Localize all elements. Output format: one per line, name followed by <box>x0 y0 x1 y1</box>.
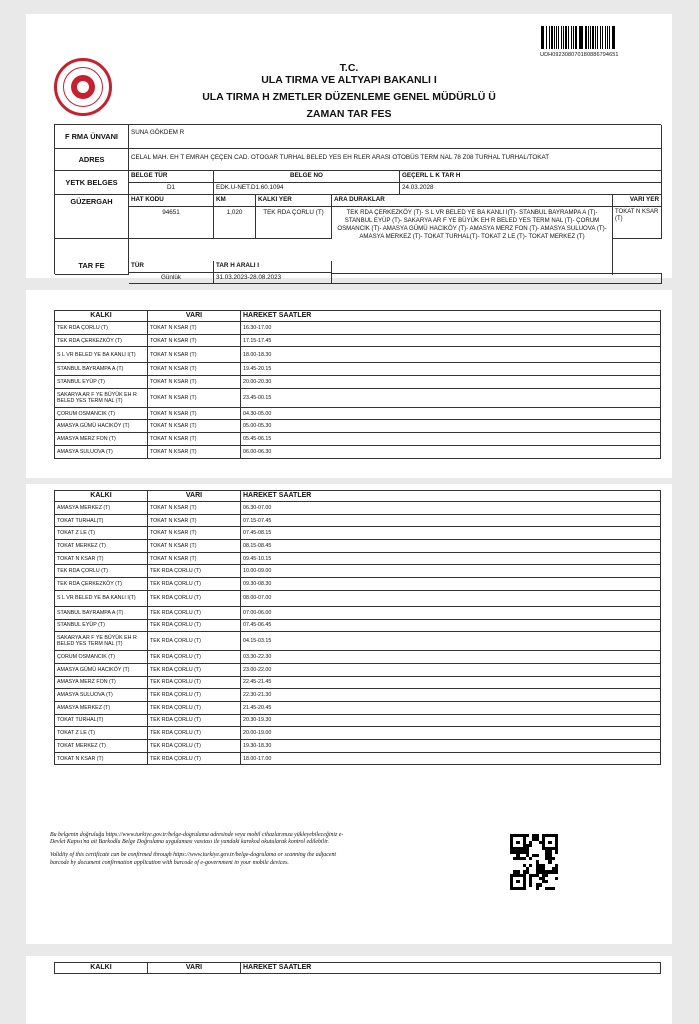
tur-header: TÜR <box>129 261 214 273</box>
varis-cell: TOKAT N KSAR (T) <box>148 433 241 445</box>
saatler-cell: 19.45-20.15 <box>241 363 661 375</box>
table-row <box>55 632 661 651</box>
varis-cell: TOKAT N KSAR (T) <box>148 363 241 375</box>
varis-cell: TEK RDA ÇORLU (T) <box>148 632 241 650</box>
yetki-label: YETK BELGES <box>55 171 129 195</box>
km-header: KM <box>214 195 256 207</box>
saatler-cell: 07.45-06.45 <box>241 620 661 632</box>
varis-cell: TEK RDA ÇORLU (T) <box>148 620 241 632</box>
saatler-cell: 20.00-19.00 <box>241 727 661 739</box>
table-row <box>55 363 661 376</box>
varis-column-header: VARI <box>148 491 241 501</box>
kalkis-column-header: KALKI <box>55 311 148 321</box>
kalkis-cell: S L VR BELED YE BA KANLI I(T) <box>55 347 148 362</box>
barcode-number: UDH092308070180886794651 <box>540 52 619 58</box>
table-row <box>55 715 661 728</box>
saatler-cell: 05.45-06.15 <box>241 433 661 445</box>
saatler-cell: 21.45-20.45 <box>241 702 661 714</box>
saatler-cell: 23.00-22.00 <box>241 664 661 676</box>
header-ministry: ULA TIRMA VE ALTYAPI BAKANLI I <box>261 74 437 86</box>
saatler-cell: 23.45-00.15 <box>241 389 661 407</box>
table-row <box>55 702 661 715</box>
saatler-column-header: HAREKET SAATLER <box>241 311 661 321</box>
belge-tur-value: D1 <box>129 183 214 195</box>
varis-cell: TEK RDA ÇORLU (T) <box>148 651 241 663</box>
varis-cell: TOKAT N KSAR (T) <box>148 446 241 458</box>
table-row <box>55 553 661 566</box>
hat-kodu-value: 94651 <box>129 207 214 239</box>
page-title: ZAMAN TAR FES <box>306 108 392 120</box>
kalkis-cell: ÇORUM OSMANCIK (T) <box>55 651 148 663</box>
saatler-cell: 20.00-20.30 <box>241 376 661 388</box>
saatler-cell: 19.30-18.30 <box>241 740 661 752</box>
varis-cell: TEK RDA ÇORLU (T) <box>148 702 241 714</box>
barcode <box>541 26 667 49</box>
tarih-araligi-header: TAR H ARALI I <box>214 261 332 273</box>
varis-cell: TOKAT N KSAR (T) <box>148 389 241 407</box>
kalkis-cell: SAKARYA AR F YE BÜYÜK EH R BELED YES TERM NAL (T) <box>55 632 148 650</box>
header-tc: T.C. <box>339 62 359 74</box>
verification-note-en: Validity of this certificate can be confirmed through https://www.turkiye.gov.tr/belge-dogrulama or scanning the adjacent barcode by document confirmation application with barcode of e-government in your mobile devices. <box>50 852 337 866</box>
table-row <box>55 740 661 753</box>
saatler-cell: 17.15-17.45 <box>241 335 661 347</box>
kalkis-cell: ÇORUM OSMANCIK (T) <box>55 408 148 420</box>
tarife-blank <box>332 273 662 284</box>
saatler-cell: 10.00-09.00 <box>241 565 661 577</box>
saatler-cell: 08.00-07.00 <box>241 591 661 606</box>
table-row <box>55 433 661 446</box>
kalkis-header: KALKI YER <box>256 195 332 207</box>
verification-note <box>50 832 350 873</box>
table-row <box>55 446 661 459</box>
kalkis-cell: TEK RDA ÇORLU (T) <box>55 322 148 334</box>
document-page <box>26 290 672 478</box>
km-value: 1,020 <box>214 207 256 239</box>
saatler-cell: 06.00-06.30 <box>241 446 661 458</box>
varis-cell: TEK RDA ÇORLU (T) <box>148 591 241 606</box>
kalkis-value: TEK RDA ÇORLU (T) <box>256 207 332 239</box>
kalkis-cell: AMASYA MERZ FON (T) <box>55 677 148 689</box>
kalkis-cell: AMASYA SULUOVA (T) <box>55 689 148 701</box>
hat-kodu-header: HAT KODU <box>129 195 214 207</box>
varis-cell: TEK RDA ÇORLU (T) <box>148 578 241 590</box>
verification-note-tr: Bu belgenin doğruluğu https://www.turkiye.gov.tr/belge-dogrulama adresinde veya mobil cihazlarınıza yükleyebileceğiniz e-Devlet Kapısı'na ait Barkodlu Belge Doğrulama uygulaması vasıtası ile yandaki karekod okutularak kontrol edilebilir. <box>50 832 344 846</box>
saatler-cell: 05.00-05.30 <box>241 420 661 432</box>
kalkis-column-header: KALKI <box>55 963 148 973</box>
saatler-cell: 20.30-19.30 <box>241 715 661 727</box>
table-row <box>55 502 661 515</box>
saatler-cell: 18.00-17.00 <box>241 753 661 765</box>
table-row <box>55 515 661 528</box>
saatler-cell: 06.30-07.00 <box>241 502 661 514</box>
kalkis-cell: TOKAT TURHAL(T) <box>55 515 148 527</box>
varis-cell: TEK RDA ÇORLU (T) <box>148 689 241 701</box>
kalkis-cell: TEK RDA ÇERKEZKÖY (T) <box>55 335 148 347</box>
kalkis-cell: SAKARYA AR F YE BÜYÜK EH R BELED YES TERM NAL (T) <box>55 389 148 407</box>
table-header-row <box>55 963 661 974</box>
varis-cell: TOKAT N KSAR (T) <box>148 515 241 527</box>
saatler-cell: 07.15-07.45 <box>241 515 661 527</box>
varis-cell: TEK RDA ÇORLU (T) <box>148 607 241 619</box>
kalkis-cell: STANBUL BAYRAMPA A (T) <box>55 363 148 375</box>
kalkis-cell: STANBUL BAYRAMPA A (T) <box>55 607 148 619</box>
table-row <box>55 565 661 578</box>
tarife-label: TAR FE <box>55 239 129 275</box>
saatler-cell: 07.00-06.00 <box>241 607 661 619</box>
kalkis-cell: AMASYA SULUOVA (T) <box>55 446 148 458</box>
varis-value: TOKAT N KSAR (T) <box>613 207 662 239</box>
belge-tur-header: BELGE TÜR <box>129 171 214 183</box>
varis-cell: TOKAT N KSAR (T) <box>148 540 241 552</box>
table-row <box>55 527 661 540</box>
table-row <box>55 620 661 633</box>
saatler-cell: 08.15-08.45 <box>241 540 661 552</box>
kalkis-cell: S L VR BELED YE BA KANLI I(T) <box>55 591 148 606</box>
varis-cell: TEK RDA ÇORLU (T) <box>148 753 241 765</box>
table-row <box>55 727 661 740</box>
varis-cell: TOKAT N KSAR (T) <box>148 322 241 334</box>
table-row <box>55 677 661 690</box>
ara-duraklar-header: ARA DURAKLAR <box>332 195 613 207</box>
saatler-cell: 18.00-18.30 <box>241 347 661 362</box>
info-grid <box>54 124 661 281</box>
table-header-row <box>55 311 661 322</box>
saatler-cell: 09.30-08.30 <box>241 578 661 590</box>
schedule-table <box>54 490 661 765</box>
tarih-araligi-value: 31.03.2023-28.08.2023 <box>214 273 332 284</box>
table-row <box>55 578 661 591</box>
kalkis-cell: TEK RDA ÇORLU (T) <box>55 565 148 577</box>
table-row <box>55 389 661 408</box>
belge-no-value: EDK.U-NET.D1.60.1094 <box>214 183 400 195</box>
belge-no-header: BELGE NO <box>214 171 400 183</box>
varis-column-header: VARI <box>148 963 241 973</box>
kalkis-cell: AMASYA MERZ FON (T) <box>55 433 148 445</box>
saatler-cell: 07.45-08.15 <box>241 527 661 539</box>
table-row <box>55 753 661 766</box>
varis-cell: TOKAT N KSAR (T) <box>148 527 241 539</box>
table-row <box>55 591 661 607</box>
table-row <box>55 664 661 677</box>
table-row <box>55 376 661 389</box>
saatler-cell: 22.30-21.30 <box>241 689 661 701</box>
kalkis-cell: TEK RDA ÇERKEZKÖY (T) <box>55 578 148 590</box>
table-header-row <box>55 491 661 502</box>
varis-cell: TEK RDA ÇORLU (T) <box>148 715 241 727</box>
kalkis-cell: TOKAT TURHAL(T) <box>55 715 148 727</box>
table-row <box>55 347 661 363</box>
table-row <box>55 408 661 421</box>
saatler-column-header: HAREKET SAATLER <box>241 491 661 501</box>
varis-cell: TOKAT N KSAR (T) <box>148 420 241 432</box>
table-row <box>55 540 661 553</box>
kalkis-cell: TOKAT N KSAR (T) <box>55 753 148 765</box>
table-row <box>55 420 661 433</box>
kalkis-cell: TOKAT MERKEZ (T) <box>55 540 148 552</box>
kalkis-cell: STANBUL EYÜP (T) <box>55 620 148 632</box>
table-row <box>55 651 661 664</box>
gecerlilik-value: 24.03.2028 <box>400 183 662 195</box>
saatler-column-header: HAREKET SAATLER <box>241 963 661 973</box>
gecerlilik-header: GEÇERL L K TAR H <box>400 171 662 183</box>
kalkis-cell: AMASYA MERKEZ (T) <box>55 502 148 514</box>
table-row <box>55 322 661 335</box>
document-page <box>26 484 672 944</box>
table-row <box>55 335 661 348</box>
firma-label: F RMA ÜNVANI <box>55 125 129 149</box>
table-row <box>55 689 661 702</box>
tur-value: Günlük <box>129 273 214 284</box>
varis-column-header: VARI <box>148 311 241 321</box>
schedule-table <box>54 962 661 974</box>
varis-cell: TOKAT N KSAR (T) <box>148 408 241 420</box>
schedule-table <box>54 310 661 459</box>
varis-cell: TOKAT N KSAR (T) <box>148 502 241 514</box>
kalkis-cell: AMASYA GÜMÜ HACIKÖY (T) <box>55 664 148 676</box>
adres-label: ADRES <box>55 149 129 171</box>
document-page <box>26 956 672 1024</box>
header-directorate: ULA TIRMA H ZMETLER DÜZENLEME GENEL MÜDÜRLÜ Ü <box>202 91 496 103</box>
varis-cell: TEK RDA ÇORLU (T) <box>148 664 241 676</box>
ara-duraklar-value: TEK RDA ÇERKEZKÖY (T)- S L VR BELED YE BA KANLI I(T)- STANBUL BAYRAMPA A (T)- STANBUL EYÜP (T)- SAKARYA AR F YE BÜYÜK EH R BELED YES TERM NAL (T)- ÇORUM OSMANCIK (T)- AMASYA GÜMÜ HACIKÖY (T)- AMASYA MERZ FON (T)- AMASYA SULUOVA (T)- AMASYA MERKEZ (T)- TOKAT TURHAL(T)- TOKAT Z LE (T)- TOKAT MERKEZ (T) <box>332 207 613 275</box>
saatler-cell: 04.15-03.15 <box>241 632 661 650</box>
kalkis-cell: TOKAT N KSAR (T) <box>55 553 148 565</box>
kalkis-cell: TOKAT Z LE (T) <box>55 527 148 539</box>
varis-header: VARI YER <box>613 195 662 207</box>
varis-cell: TEK RDA ÇORLU (T) <box>148 565 241 577</box>
kalkis-cell: AMASYA GÜMÜ HACIKÖY (T) <box>55 420 148 432</box>
table-row <box>55 607 661 620</box>
varis-cell: TEK RDA ÇORLU (T) <box>148 727 241 739</box>
saatler-cell: 03.30-22.30 <box>241 651 661 663</box>
kalkis-cell: STANBUL EYÜP (T) <box>55 376 148 388</box>
document-page <box>26 14 672 281</box>
firma-value: SUNA GÖKDEM R <box>129 125 662 149</box>
guzergah-label: GÜZERGAH <box>55 195 129 239</box>
varis-cell: TOKAT N KSAR (T) <box>148 335 241 347</box>
adres-value: CELAL MAH. EH T EMRAH ÇEÇEN CAD. OTOGAR TURHAL BELED YES EH RLER ARASI OTOBÜS TERM NAL 78 Z08 TURHAL TURHAL/TOKAT <box>129 149 662 171</box>
varis-cell: TOKAT N KSAR (T) <box>148 376 241 388</box>
varis-cell: TEK RDA ÇORLU (T) <box>148 677 241 689</box>
saatler-cell: 22.45-21.45 <box>241 677 661 689</box>
kalkis-cell: TOKAT MERKEZ (T) <box>55 740 148 752</box>
qr-code <box>510 834 558 890</box>
varis-cell: TOKAT N KSAR (T) <box>148 347 241 362</box>
varis-cell: TEK RDA ÇORLU (T) <box>148 740 241 752</box>
kalkis-cell: TOKAT Z LE (T) <box>55 727 148 739</box>
saatler-cell: 04.30-05.00 <box>241 408 661 420</box>
saatler-cell: 16.30-17.00 <box>241 322 661 334</box>
kalkis-column-header: KALKI <box>55 491 148 501</box>
varis-cell: TOKAT N KSAR (T) <box>148 553 241 565</box>
kalkis-cell: AMASYA MERKEZ (T) <box>55 702 148 714</box>
saatler-cell: 09.45-10.15 <box>241 553 661 565</box>
